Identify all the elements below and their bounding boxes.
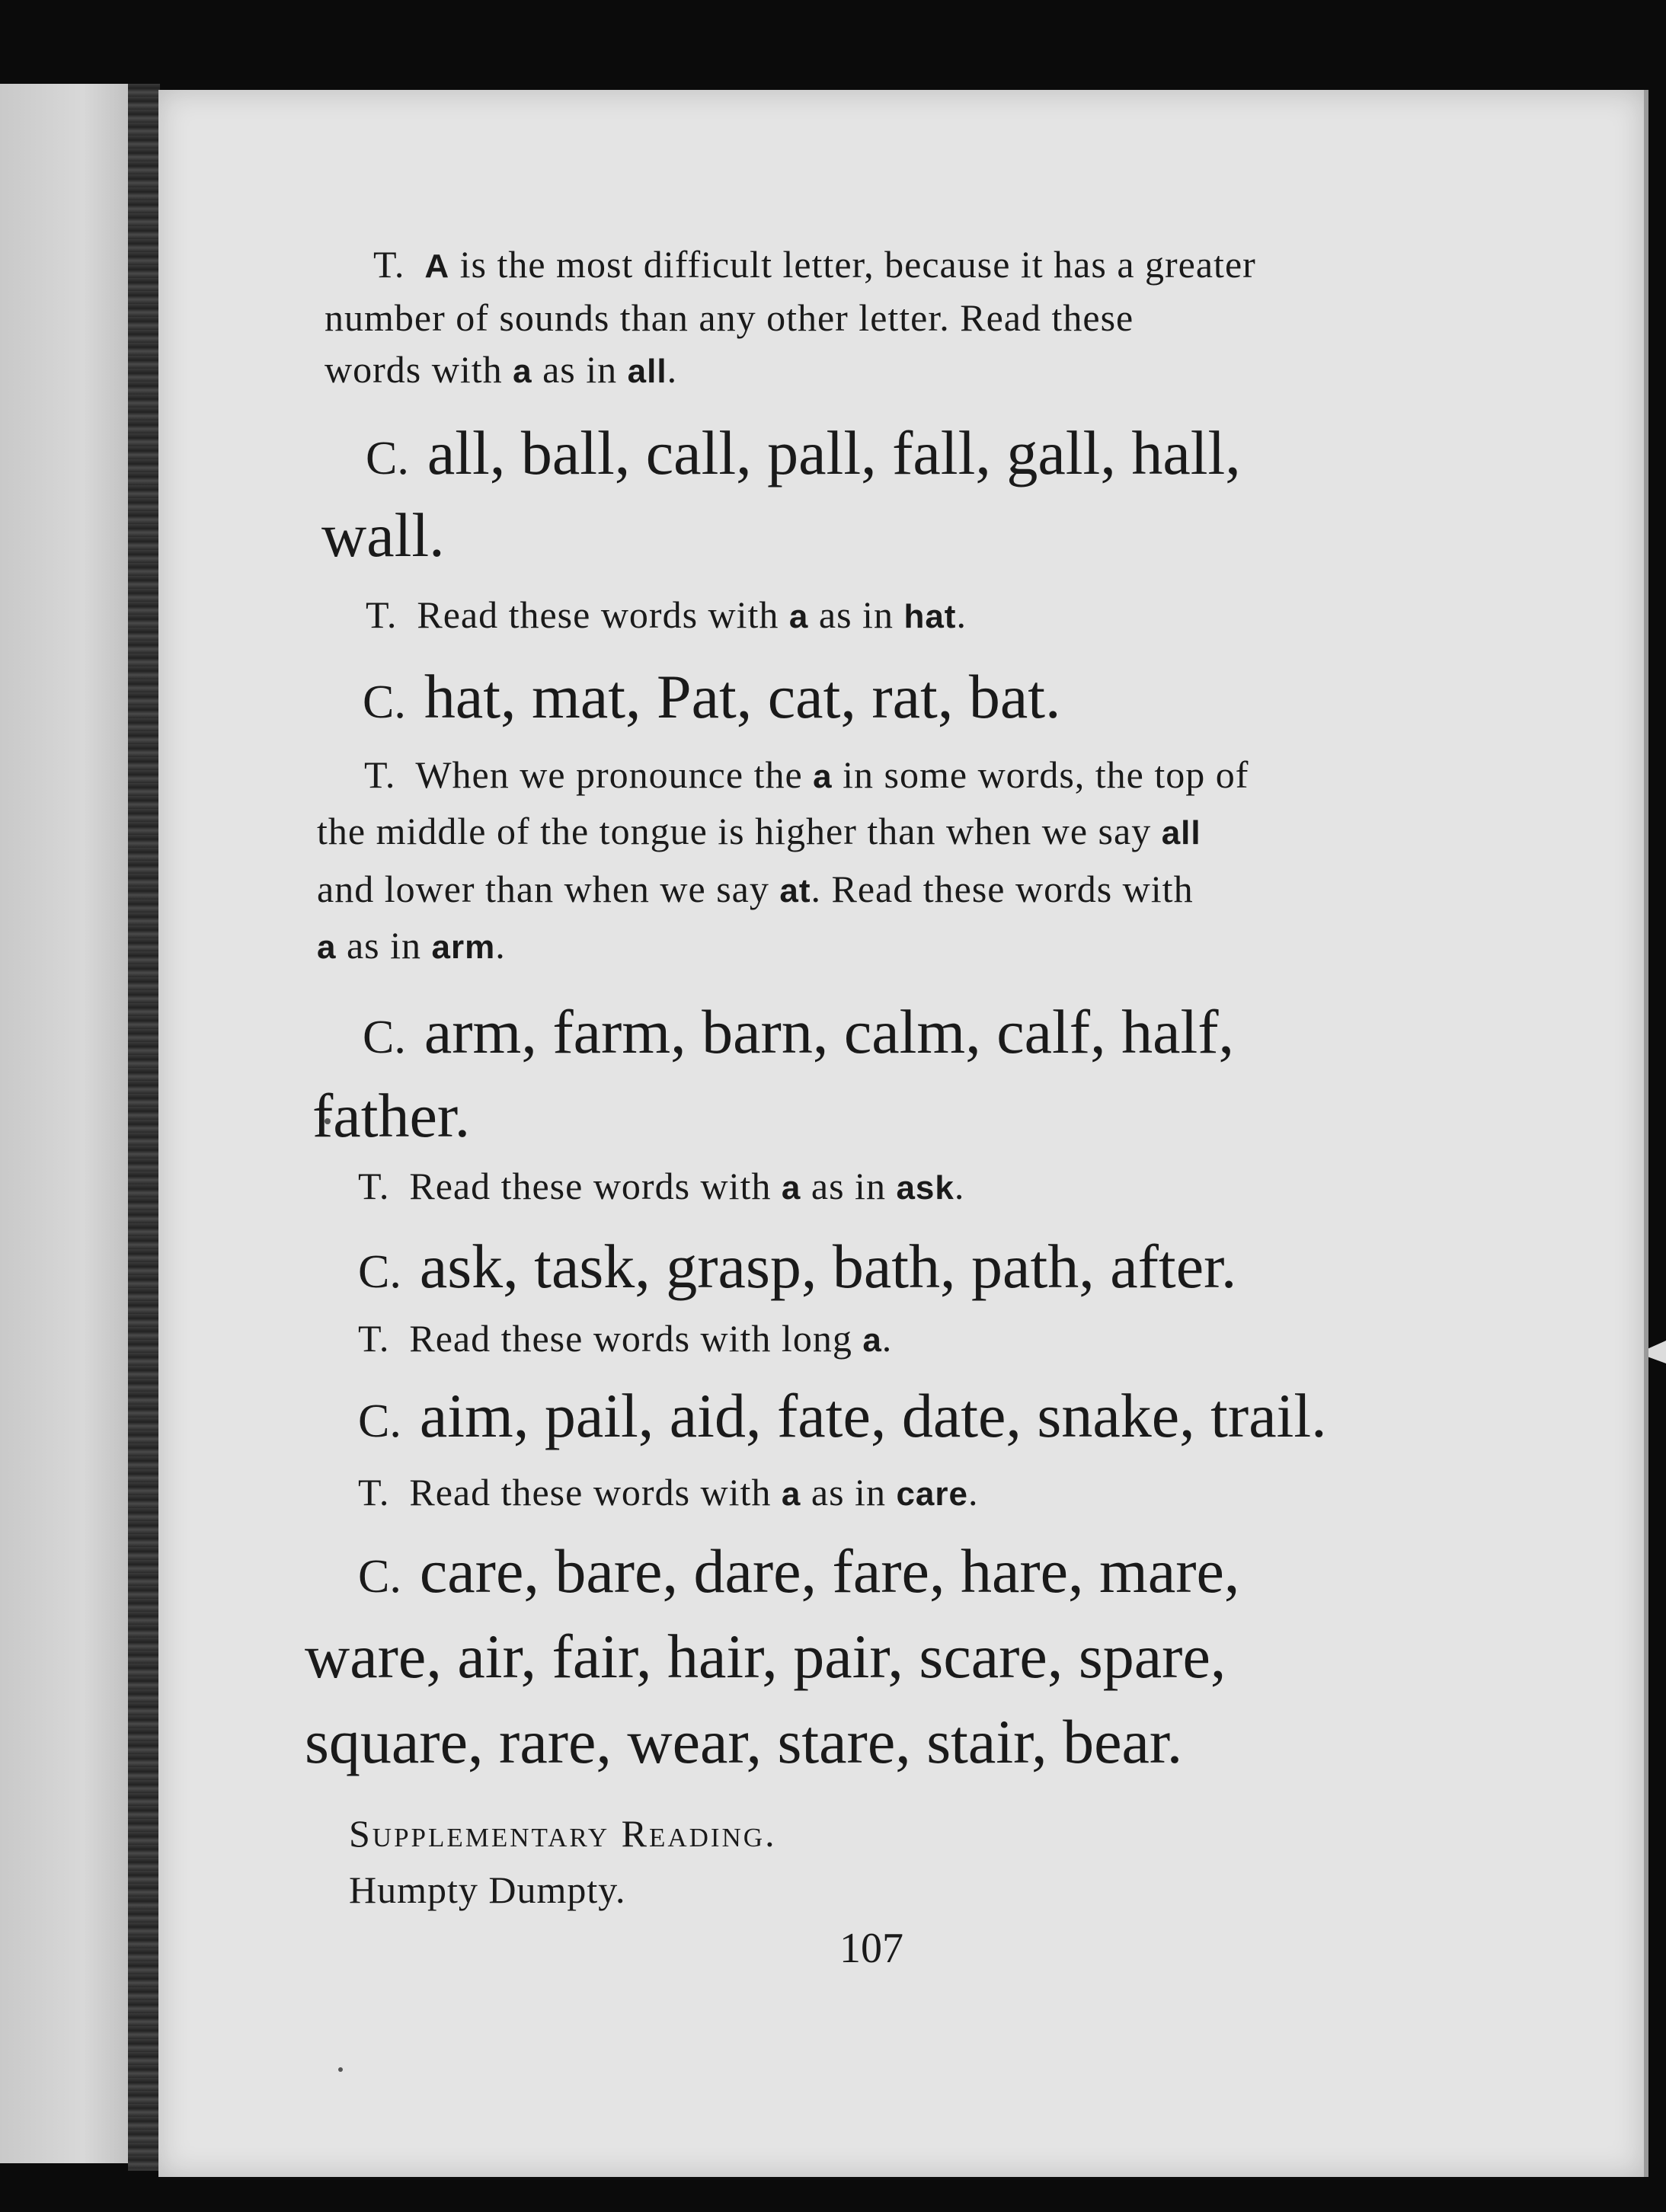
keyword: a [813, 758, 833, 795]
keyword: hat [903, 598, 957, 635]
text-span: . [968, 1471, 979, 1514]
word-list: care, bare, dare, fare, hare, mare, [419, 1536, 1240, 1606]
book-gutter [128, 84, 160, 2171]
keyword: at [779, 872, 811, 909]
child-line [363, 661, 1061, 733]
teacher-line [325, 296, 1134, 340]
child-label: C. [358, 1246, 401, 1298]
text-span: . [954, 1165, 965, 1207]
keyword: a [788, 598, 809, 635]
text-span: Read these words with long [409, 1317, 863, 1360]
text-span: number of sounds than any other letter. Read these [325, 296, 1134, 339]
text-span: is the most difficult letter, because it has a greater [449, 243, 1256, 286]
child-line [305, 1621, 1226, 1693]
keyword: all [1161, 814, 1201, 852]
teacher-line [366, 593, 967, 637]
text-span: as in [801, 1165, 897, 1207]
text-span: and lower than when we say [317, 868, 780, 910]
text-span: the middle of the tongue is higher than when we say [317, 810, 1162, 852]
supplementary-item: Humpty Dumpty. [349, 1868, 626, 1911]
keyword: arm [431, 929, 496, 966]
book-page [158, 90, 1648, 2177]
facing-page-edge [0, 84, 139, 2163]
text-span: . Read these words with [811, 868, 1194, 910]
text-span: Read these words with [409, 1471, 782, 1514]
text-span: as in [336, 924, 432, 967]
teacher-line [317, 867, 1194, 911]
child-label: C. [363, 1012, 406, 1063]
text-span: . [495, 924, 506, 967]
text-span: When we pronounce the [415, 753, 814, 796]
supplementary-heading: Supplementary Reading. [349, 1812, 777, 1855]
text-span: in some words, the top of [832, 753, 1249, 796]
child-line [366, 417, 1241, 489]
keyword: a [781, 1475, 801, 1513]
word-list: wall. [321, 500, 445, 570]
child-line [358, 1536, 1239, 1607]
child-label: C. [358, 1551, 401, 1603]
child-line [363, 996, 1234, 1068]
child-line [358, 1380, 1327, 1452]
word-list: ask, task, grasp, bath, path, after. [419, 1232, 1237, 1301]
word-list: aim, pail, aid, fate, date, snake, trail. [419, 1381, 1327, 1450]
teacher-line [358, 1164, 964, 1208]
text-span: as in [808, 593, 904, 636]
child-line [321, 500, 445, 571]
teacher-label: T. [366, 593, 398, 636]
teacher-label: T. [358, 1317, 390, 1360]
keyword: a [862, 1322, 882, 1359]
keyword: a [781, 1169, 801, 1207]
child-label: C. [358, 1395, 401, 1447]
word-list: hat, mat, Pat, cat, rat, bat. [424, 662, 1061, 731]
keyword: a [317, 929, 337, 966]
text-span: words with [325, 348, 513, 391]
text-span: . [881, 1317, 893, 1360]
teacher-line [373, 242, 1256, 286]
keyword: all [627, 353, 667, 390]
word-list: father. [312, 1081, 471, 1150]
keyword: a [513, 353, 532, 390]
teacher-line [325, 347, 677, 392]
word-list: all, ball, call, pall, fall, gall, hall, [427, 418, 1241, 487]
teacher-line [358, 1470, 979, 1514]
child-label: C. [363, 676, 406, 728]
child-line [312, 1080, 470, 1152]
teacher-label: T. [358, 1471, 390, 1514]
text-span: as in [532, 348, 628, 391]
keyword: ask [896, 1169, 955, 1207]
keyword: A [424, 248, 450, 285]
child-label: C. [366, 433, 409, 484]
teacher-line [364, 753, 1249, 797]
text-span: . [956, 593, 967, 636]
teacher-label: T. [364, 753, 396, 796]
keyword: care [896, 1475, 968, 1513]
child-line [358, 1231, 1236, 1303]
page-number: 107 [839, 1925, 903, 1972]
word-list: square, rare, wear, stare, stair, bear. [305, 1707, 1183, 1776]
word-list: ware, air, fair, hair, pair, scare, spare, [305, 1622, 1226, 1691]
text-span: as in [801, 1471, 897, 1514]
word-list: arm, farm, barn, calm, calf, half, [424, 997, 1235, 1066]
text-span: Read these words with [409, 1165, 782, 1207]
text-span: Read these words with [417, 593, 789, 636]
teacher-line [317, 923, 506, 967]
teacher-line [317, 809, 1201, 853]
teacher-line [358, 1316, 892, 1360]
print-speck [338, 2067, 343, 2072]
teacher-label: T. [373, 243, 405, 286]
text-span: . [667, 348, 678, 391]
child-line [305, 1706, 1182, 1778]
teacher-label: T. [358, 1165, 390, 1207]
